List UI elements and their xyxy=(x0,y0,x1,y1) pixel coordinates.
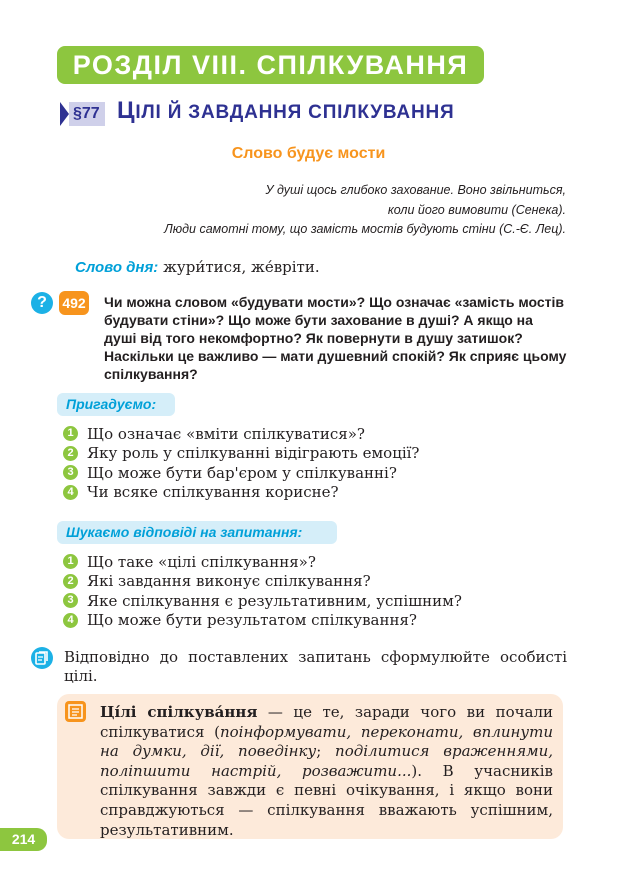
page-number: 214 xyxy=(0,828,47,851)
list-item-text: Яке спілкування є результативним, успішним? xyxy=(87,591,462,610)
section-title: РОЗДІЛ VIII. СПІЛКУВАННЯ xyxy=(57,46,484,84)
word-of-day-text: жури́тися, же́врiти. xyxy=(163,258,320,276)
list-item-text: Яку роль у спілкуванні відіграють емоції? xyxy=(87,444,420,463)
number-badge: 1 xyxy=(63,426,78,441)
definition-term: Ці́лі спілкува́ння xyxy=(100,703,258,721)
task-text: Відповідно до поставлених запитань сформулюйте особисті цілі. xyxy=(64,648,567,685)
search-list xyxy=(63,552,462,630)
list-item-text: Що означає «вміти спілкуватися»? xyxy=(87,424,365,443)
paragraph-title-rest: ІЛІ Й ЗАВДАННЯ СПІЛКУВАННЯ xyxy=(135,102,455,123)
number-badge: 3 xyxy=(63,465,78,480)
number-badge: 3 xyxy=(63,593,78,608)
number-badge: 2 xyxy=(63,574,78,589)
list-item xyxy=(63,572,462,592)
definition-part: ). В учасників спілкування завжди є певні очікування, і якщо вони справджуються — спілкування вважають успішним, результативним. xyxy=(100,761,553,839)
paragraph-title xyxy=(117,97,454,125)
word-of-day-label: Слово дня: xyxy=(75,259,159,276)
exercise-text: Чи можна словом «будувати мости»? Що означає «замість мостів будувати стіни»? Що може бути захование в душі? А якщо на душі від того некомфортно? Як повернути в душу затишок? Наскільки це важливо — мати душевний спокій? Як сприяє цьому спілкування? xyxy=(104,294,567,382)
epigraph-title: Слово будує мости xyxy=(231,145,386,162)
epigraph-line: Люди самотні тому, що замість мостів будують стіни (С.-Є. Лец). xyxy=(164,222,566,236)
list-item xyxy=(63,483,419,503)
list-item xyxy=(63,463,419,483)
list-item-text: Які завдання виконує спілкування? xyxy=(87,572,371,591)
task-icon xyxy=(31,647,53,669)
epigraph-line: коли його вимовити (Сенека). xyxy=(387,203,566,217)
exercise-number: 492 xyxy=(59,291,89,315)
definition-examples: поінформувати, переконати, вплинути на думки, дії, поведінку xyxy=(100,722,553,761)
epigraph-line: У душі щось глибоко захование. Воно звільниться, xyxy=(265,183,566,197)
paragraph-mark xyxy=(60,102,105,126)
list-item-text: Що може бути результатом спілкування? xyxy=(87,611,417,630)
list-item xyxy=(63,424,419,444)
paragraph-arrow-icon xyxy=(60,102,69,126)
number-badge: 4 xyxy=(63,485,78,500)
list-item xyxy=(63,611,462,631)
word-of-day xyxy=(75,258,320,276)
definition-text xyxy=(100,703,553,840)
recall-label: Пригадуємо: xyxy=(57,393,175,416)
list-item-text: Що може бути бар'єром у спілкуванні? xyxy=(87,463,397,482)
number-badge: 1 xyxy=(63,554,78,569)
list-item xyxy=(63,444,419,464)
number-badge: 4 xyxy=(63,613,78,628)
question-icon: ? xyxy=(31,292,53,314)
list-item xyxy=(63,591,462,611)
definition-part: — це те, заради чого ви почали спілкуватися ( xyxy=(100,703,553,741)
search-label: Шукаємо відповіді на запитання: xyxy=(57,521,337,544)
paragraph-number: §77 xyxy=(69,102,105,126)
list-item xyxy=(63,552,462,572)
definition-part: ; xyxy=(316,742,336,761)
list-item-text: Чи всяке спілкування корисне? xyxy=(87,483,339,502)
number-badge: 2 xyxy=(63,446,78,461)
definition-examples: поділитися враженнями, поліпшити настрій, розважити... xyxy=(100,742,554,780)
notebook-icon xyxy=(65,701,86,722)
list-item-text: Що таке «цілі спілкування»? xyxy=(87,552,316,571)
paragraph-title-initial: Ц xyxy=(117,97,136,124)
recall-list xyxy=(63,424,419,502)
